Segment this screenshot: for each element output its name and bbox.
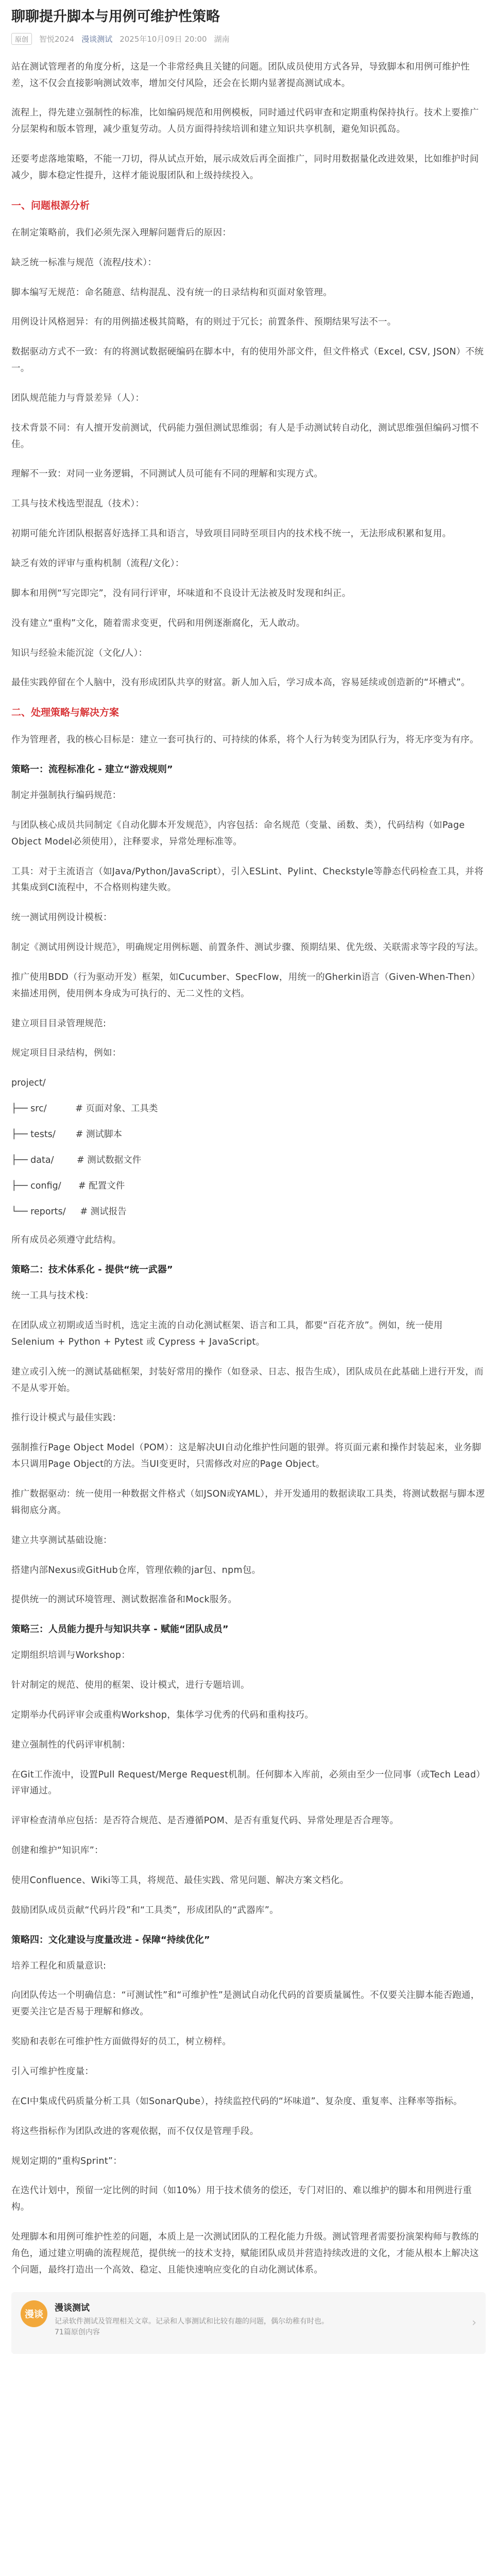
paragraph: 制定《测试用例设计规范》，明确规定用例标题、前置条件、测试步骤、预期结果、优先级、关联需求等字段的写法。 [11, 942, 484, 953]
tree-row [11, 1204, 486, 1221]
section-heading: 二、处理策略与解决方案 [11, 707, 119, 719]
chevron-right-icon: › [472, 2316, 476, 2330]
tree-comment: # 测试数据文件 [77, 1155, 142, 1165]
paragraph: 建立强制性的代码评审机制： [11, 1739, 131, 1750]
paragraph: 定期举办代码评审会或重构Workshop，集体学习优秀的代码和重构技巧。 [11, 1709, 314, 1720]
paragraph: 用例设计风格迥异：有的用例描述极其简略，有的则过于冗长；前置条件、预期结果写法不一。 [11, 317, 397, 328]
paragraph: 鼓励团队成员贡献“代码片段”和“工具类”，形成团队的“武器库”。 [11, 1905, 279, 1916]
paragraph: 与团队核心成员共同制定《自动化脚本开发规范》，内容包括：命名规范（变量、函数、类），代码结构（如Page Object Model必须使用），注释要求，异常处理标准等。 [11, 820, 465, 847]
publish-date: 2025年10月09日 20:00 [119, 34, 207, 44]
paragraph: 在CI中集成代码质量分析工具（如SonarQube），持续监控代码的“坏味道”、复杂度、重复率、注释率等指标。 [11, 2096, 462, 2107]
paragraph: 提供统一的测试环境管理、测试数据准备和Mock服务。 [11, 1595, 237, 1605]
paragraph: 统一测试用例设计模板： [11, 912, 112, 923]
paragraph: 使用Confluence、Wiki等工具，将规范、最佳实践、常见问题、解决方案文档化。 [11, 1875, 349, 1886]
tree-path: ├── data/ [11, 1155, 54, 1165]
paragraph: 缺乏统一标准与规范（流程/技术）： [11, 257, 157, 268]
paragraph: 强制推行Page Object Model（POM）：这是解决UI自动化维护性问题的银弹。将页面元素和操作封装起来，业务脚本只调用Page Object的方法。当UI变更时，只需修改对应的Page Object。 [11, 1443, 482, 1470]
paragraph: 在团队成立初期或适当时机，选定主流的自动化测试框架、语言和工具，都要“百花齐放”。例如，统一使用Selenium + Python + Pytest 或 Cypress + JavaScript。 [11, 1320, 443, 1347]
intro-paragraph: 站在测试管理者的角度分析，这是一个非常经典且关键的问题。团队成员使用方式各异，导致脚本和用例可维护性差，这不仅会直接影响测试效率，增加交付风险，还会在长期内显著提高测试成本。 [11, 61, 470, 89]
paragraph: 推广使用BDD（行为驱动开发）框架，如Cucumber、SpecFlow，用统一的Gherkin语言（Given-When-Then）来描述用例，使用例本身成为可执行的、无二义性的文档。 [11, 972, 481, 999]
paragraph: 最佳实践停留在个人脑中，没有形成团队共享的财富。新人加入后，学习成本高，容易延续或创造新的“坏槽式”。 [11, 677, 470, 688]
original-tag: 原创 [11, 33, 32, 45]
tree-comment: # 页面对象、工具类 [75, 1104, 158, 1114]
tree-row [11, 1075, 486, 1092]
paragraph: 建立或引入统一的测试基础框架，封装好常用的操作（如登录、日志、报告生成），团队成员在此基础上进行开发，而不是从零开始。 [11, 1366, 484, 1394]
publish-location: 湖南 [214, 34, 230, 44]
paragraph: 技术背景不同：有人擅开发前测试，代码能力强但测试思维弱；有人是手动测试转自动化，测试思维强但编码习惯不佳。 [11, 422, 479, 450]
paragraph: 初期可能允许团队根据喜好选择工具和语言，导致项目同時至项目内的技术栈不统一，无法形成积累和复用。 [11, 529, 452, 539]
article-title: 聊聊提升脚本与用例可维护性策略 [11, 9, 220, 25]
paragraph: 规划定期的“重构Sprint”： [11, 2156, 123, 2166]
paragraph: 评审检查清单应包括：是否符合规范、是否遵循POM、是否有重复代码、异常处理是否合理等。 [11, 1816, 399, 1826]
paragraph: 建立项目目录管理规范: [11, 1018, 107, 1029]
tree-path: project/ [11, 1078, 46, 1089]
paragraph: 建立共享测试基础设施： [11, 1535, 112, 1546]
strategy-heading: 策略一：流程标准化 - 建立“游戏规则” [11, 764, 173, 775]
paragraph: 推广数据驱动：统一使用一种数据文件格式（如JSON或YAML），并开发通用的数据读取工具类，将测试数据与脚本逻辑彻底分离。 [11, 1488, 485, 1516]
tree-path: └── reports/ [11, 1206, 66, 1217]
paragraph: 没有建立“重构”文化，随着需求变更，代码和用例逐渐腐化，无人敢动。 [11, 618, 305, 629]
paragraph: 知识与经验未能沉淀（文化/人）： [11, 648, 148, 658]
paragraph: 规定项目目录结构，例如： [11, 1048, 122, 1059]
account-name: 漫谈测试 [55, 2302, 90, 2313]
strategy-heading: 策略三：人员能力提升与知识共享 - 赋能“团队成员” [11, 1624, 229, 1635]
paragraph: 搭建内部Nexus或GitHub仓库，管理依赖的jar包、npm包。 [11, 1565, 261, 1575]
tree-comment: # 配置文件 [78, 1180, 125, 1191]
paragraph: 创建和维护“知识库”： [11, 1845, 104, 1856]
paragraph: 缺乏有效的评审与重构机制（流程/文化）： [11, 558, 184, 569]
paragraph: 向团队传达一个明确信息：“可测试性”和“可维护性”是测试自动化代码的首要质量属性。不仅要关注脚本能否跑通，更要关注它是否易于理解和修改。 [11, 1990, 480, 2018]
paragraph: 制定并强制执行编码规范： [11, 790, 122, 801]
paragraph: 在制定策略前，我们必须先深入理解问题背后的原因： [11, 227, 232, 238]
paragraph: 统一工具与技术栈： [11, 1291, 94, 1301]
paragraph: 脚本编写无规范：命名随意、结构混乱、没有统一的日录结构和页面对象管理。 [11, 287, 332, 298]
account-article-count: 71篇原创内容 [55, 2328, 100, 2337]
paragraph: 处理脚本和用例可维护性差的问题，本质上是一次测试团队的工程化能力升级。测试管理者需要扮演架构师与教练的角色，通过建立明确的流程规范，提供统一的技术支持，赋能团队成员并营造持续改进的文化，才能从根本上解决这个问题，最终打造出一个高效、稳定、且能快速响应变化的自动化测试体系。 [11, 2232, 479, 2275]
article-meta [11, 33, 486, 45]
tree-comment: # 测试报告 [80, 1206, 127, 1217]
tree-row [11, 1178, 486, 1195]
strategy-heading: 策略四：文化建设与度量改进 - 保障“持续优化” [11, 1934, 210, 1945]
tree-row [11, 1153, 486, 1169]
author-link[interactable]: 漫谈测试 [81, 34, 113, 44]
paragraph: 培养工程化和质量意识: [11, 1960, 107, 1971]
paragraph: 奖励和表彰在可维护性方面做得好的员工，树立榜样。 [11, 2037, 232, 2047]
paragraph: 作为管理者，我的核心目标是：建立一套可执行的、可持续的体系，将个人行为转变为团队行为，将无序变为有序。 [11, 735, 479, 745]
account-avatar: 漫谈 [21, 2300, 47, 2327]
paragraph: 团队规范能力与背景差异（人）： [11, 393, 145, 403]
tree-path: ├── config/ [11, 1180, 61, 1191]
paragraph: 将这些指标作为团队改进的客观依据，而不仅仅是管理手段。 [11, 2126, 259, 2137]
paragraph: 针对制定的规范、使用的框架、设计模式，进行专题培训。 [11, 1680, 250, 1691]
paragraph: 所有成员必须遵守此结构。 [11, 1235, 122, 1246]
paragraph: 定期组织培训与Workshop： [11, 1650, 131, 1661]
author-org: 智悦2024 [39, 34, 75, 44]
paragraph: 理解不一致：对同一业务逻辑，不同测试人员可能有不同的理解和实现方式。 [11, 469, 323, 480]
paragraph: 推行设计模式与最佳实践： [11, 1413, 122, 1423]
paragraph: 工具：对于主流语言（如Java/Python/JavaScript），引入ESLint、Pylint、Checkstyle等静态代码检查工具，并将其集成到CI流程中，不合格则构建失败。 [11, 866, 484, 893]
account-info [55, 2300, 329, 2338]
section-heading: 一、问题根源分析 [11, 199, 90, 211]
paragraph: 在迭代计划中，预留一定比例的时间（如10%）用于技术债务的偿还，专门对旧的、难以维护的脚本和用例进行重构。 [11, 2185, 472, 2213]
paragraph: 脚本和用例“写完即完”，没有同行评审，坏味道和不良设计无法被及时发现和纠正。 [11, 588, 351, 599]
directory-tree [11, 1075, 486, 1220]
intro-paragraph: 流程上，得先建立强制性的标准，比如编码规范和用例模板，同时通过代码审查和定期重构保持执行。技术上要推广分层架构和版本管理，减少重复劳动。人员方面得持续培训和建立知识共享机制，避免知识孤岛。 [11, 108, 479, 135]
tree-path: ├── src/ [11, 1104, 47, 1114]
tree-path: ├── tests/ [11, 1129, 56, 1140]
strategy-heading: 策略二：技术体系化 - 提供“统一武器” [11, 1264, 173, 1276]
paragraph: 数据驱动方式不一致：有的将测试数据硬编码在脚本中，有的使用外部文件，但文件格式（Excel, CSV, JSON）不统一。 [11, 347, 484, 374]
paragraph: 在Git工作流中，设置Pull Request/Merge Request机制。任何脚本入库前，必须由至少一位同事（或Tech Lead）评审通过。 [11, 1769, 486, 1797]
paragraph: 工具与技术栈选型混乱（技术）： [11, 499, 145, 510]
account-description: 记录软件测试及管理相关文章。记录和人事测试和比较有趣的问题，偶尔幼稚有时也。 [55, 2317, 329, 2326]
intro-paragraph: 还要考虑落地策略，不能一刀切，得从试点开始，展示成效后再全面推广，同时用数据量化改进效果，比如维护时间减少，脚本稳定性提升，这样才能说服团队和上级持续投入。 [11, 154, 479, 181]
account-card[interactable] [11, 2292, 486, 2354]
tree-row [11, 1127, 486, 1143]
paragraph: 引入可维护性度量： [11, 2066, 94, 2077]
tree-comment: # 测试脚本 [75, 1129, 122, 1140]
tree-row [11, 1101, 486, 1117]
